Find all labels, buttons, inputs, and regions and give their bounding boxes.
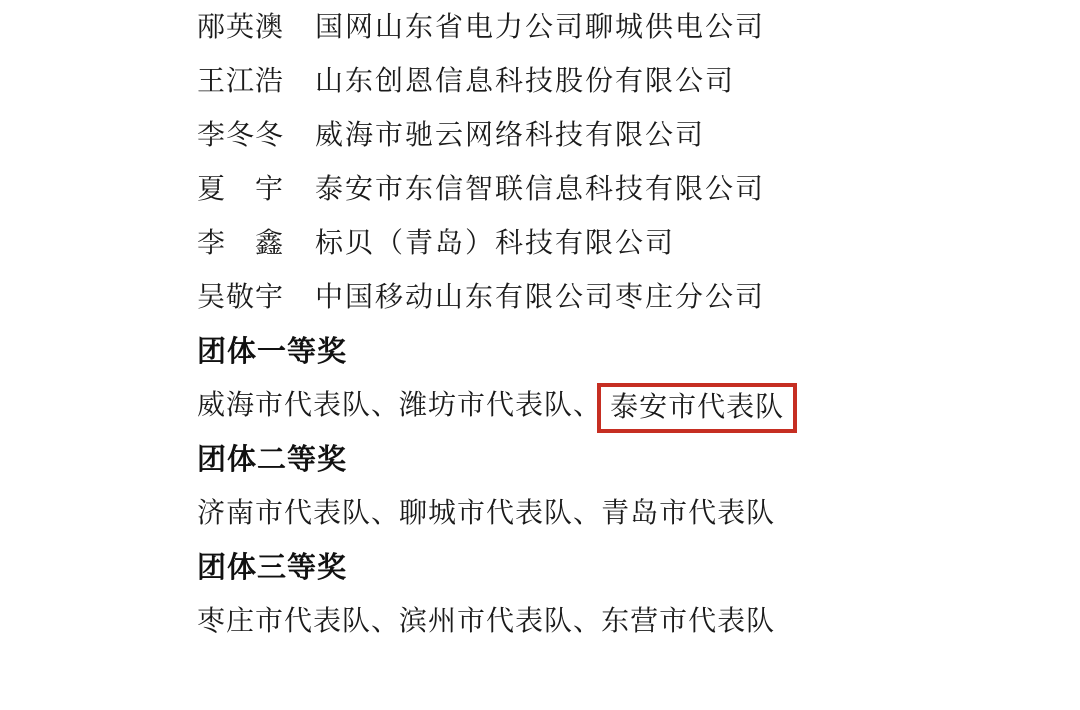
awardee-company: 泰安市东信智联信息科技有限公司 (315, 174, 766, 205)
ideographic-comma: 、 (573, 606, 602, 637)
awardee-name: 李冬冬 (197, 120, 285, 151)
awardee-company: 山东创恩信息科技股份有限公司 (315, 66, 736, 97)
awardee-name: 夏 宇 (197, 174, 285, 205)
team-name: 聊城市代表队 (399, 498, 574, 529)
team-name: 潍坊市代表队 (399, 390, 574, 421)
awardee-name: 王江浩 (197, 66, 285, 97)
awardee-company: 标贝（青岛）科技有限公司 (315, 228, 676, 259)
awardee-name: 邴英澳 (197, 12, 285, 43)
highlight-annotation-box (597, 383, 797, 433)
team-name: 枣庄市代表队 (197, 606, 372, 637)
ideographic-comma: 、 (573, 390, 602, 421)
awards-document-body (197, 1, 797, 649)
team-first-prize-heading: 团体一等奖 (197, 336, 348, 368)
awardee-row (197, 1, 797, 55)
team-second-prize-heading: 团体二等奖 (197, 444, 348, 476)
ideographic-comma: 、 (573, 498, 602, 529)
awardee-name: 李 鑫 (197, 228, 285, 259)
ideographic-comma: 、 (371, 498, 400, 529)
team-third-prize-list (197, 595, 797, 649)
awardee-row (197, 217, 797, 271)
awardee-name: 吴敬宇 (197, 282, 285, 313)
team-name: 威海市代表队 (197, 390, 372, 421)
team-name: 青岛市代表队 (601, 498, 776, 529)
team-third-prize-heading: 团体三等奖 (197, 552, 348, 584)
team-second-prize-list (197, 487, 797, 541)
awardee-company: 威海市驰云网络科技有限公司 (315, 120, 706, 151)
awardee-row (197, 55, 797, 109)
ideographic-comma: 、 (371, 606, 400, 637)
team-first-prize-list (197, 379, 797, 433)
team-name-highlighted: 泰安市代表队 (610, 391, 785, 423)
team-name: 滨州市代表队 (399, 606, 574, 637)
team-name: 济南市代表队 (197, 498, 372, 529)
team-name: 东营市代表队 (601, 606, 776, 637)
awardee-row (197, 271, 797, 325)
ideographic-comma: 、 (371, 390, 400, 421)
awardee-company: 国网山东省电力公司聊城供电公司 (315, 12, 766, 43)
awardee-company: 中国移动山东有限公司枣庄分公司 (315, 282, 766, 313)
awardee-row (197, 163, 797, 217)
awardee-row (197, 109, 797, 163)
